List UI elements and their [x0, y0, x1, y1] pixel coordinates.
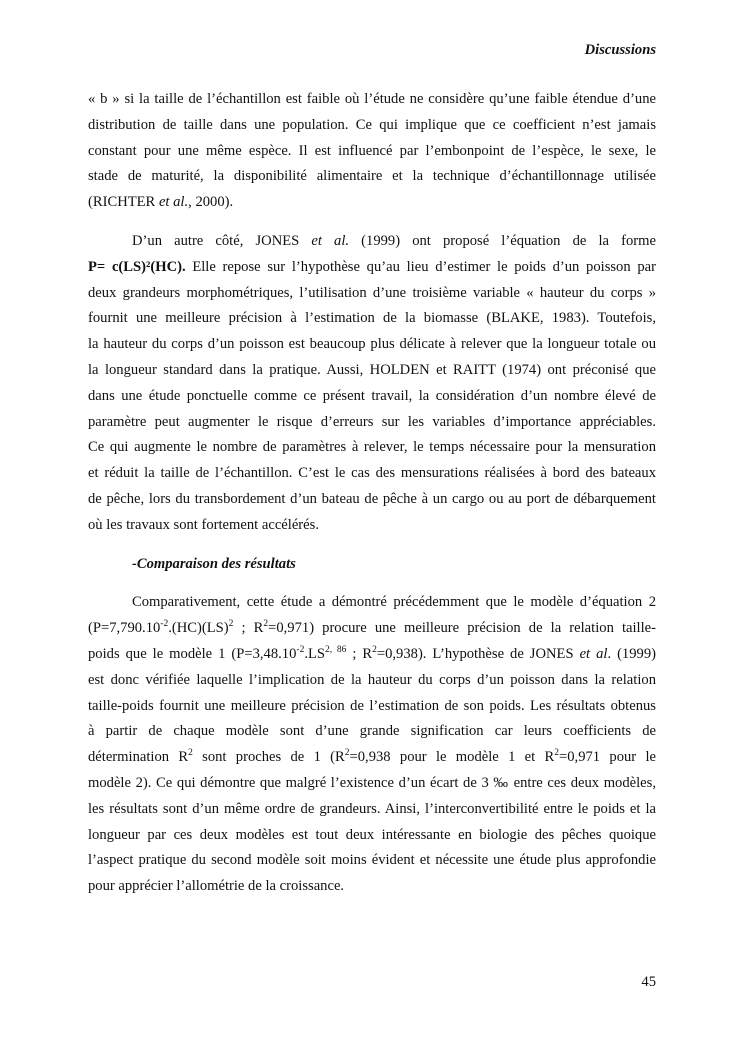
text-line: [88, 281, 656, 307]
bold-formula: P= c(LS)²(HC).: [88, 258, 186, 275]
text-run: et réduit la taille de l’échantillon. C’est le cas des mensurations réalisées à bord des bateaux: [88, 465, 656, 482]
text-run: l’aspect pratique du second modèle soit moins évident et nécessite une étude plus approfondie: [88, 852, 656, 869]
text-run: détermination R: [88, 749, 189, 766]
text-run: où les travaux sont fortement accélérés.: [88, 516, 319, 533]
text-run: Comparativement, cette étude a démontré précédemment que le modèle d’équation 2: [132, 594, 656, 611]
italic-text: et al.,: [158, 194, 192, 211]
text-run: constant pour une même espèce. Il est influencé par l’embonpoint de l’espèce, le sexe, le: [88, 142, 656, 159]
paragraph: [88, 590, 656, 900]
superscript: 2, 86: [325, 644, 347, 655]
italic-text: et al.: [311, 232, 350, 249]
text-run: deux grandeurs morphométriques, l’utilisation d’une troisième variable « hauteur du corps »: [88, 284, 656, 301]
text-line: [88, 358, 656, 384]
text-line: [88, 874, 656, 900]
text-line: [88, 513, 656, 539]
text-run: Ce qui augmente le nombre de paramètres à relever, le temps nécessaire pour la mensuration: [88, 439, 656, 456]
text-run: paramètre peut augmenter le risque d’erreurs sur les variables d’importance appréciables.: [88, 413, 656, 430]
text-run: (P=7,790.10: [88, 620, 161, 637]
text-run: sont proches de 1 (R: [192, 749, 345, 766]
text-line: [88, 229, 656, 255]
text-line: [88, 306, 656, 332]
superscript: 2: [372, 644, 377, 655]
superscript: 2: [228, 619, 234, 630]
text-line: [88, 332, 656, 358]
text-run: (1999) ont proposé l’équation de la forme: [349, 232, 656, 249]
text-line: [88, 719, 656, 745]
text-run: Elle repose sur l’hypothèse qu’au lieu d’estimer le poids d’un poisson par: [185, 258, 656, 275]
text-line: [88, 487, 656, 513]
text-line: [88, 848, 656, 874]
text-line: [88, 113, 656, 139]
text-line: [88, 771, 656, 797]
text-run: D’un autre côté, JONES: [132, 232, 312, 249]
text-run: . (1999): [607, 645, 656, 662]
text-run: les résultats sont d’un même ordre de grandeurs. Ainsi, l’interconvertibilité entre le poids et la: [88, 800, 656, 817]
text-run: longueur par ces deux modèles est tout deux intéressante en biologie des pêches quoique: [88, 826, 656, 843]
text-run: =0,938 pour le modèle 1 et R: [349, 749, 555, 766]
text-run: à partir de chaque modèle sont d’une grande signification car leurs coefficients de: [88, 723, 656, 740]
text-line: [88, 435, 656, 461]
text-run: =0,971) procure une meilleure précision de la relation taille-: [268, 620, 656, 637]
subsection-heading: -Comparaison des résultats: [132, 555, 296, 572]
text-line: [88, 745, 656, 771]
text-run: .LS: [304, 645, 326, 662]
section-header: Discussions: [584, 42, 656, 58]
superscript: 2: [188, 748, 193, 759]
superscript: 2: [344, 748, 350, 759]
text-run: poids que le modèle 1 (P=3,48.10: [88, 645, 297, 662]
text-run: « b » si la taille de l’échantillon est faible où l’étude ne considère qu’une faible étendue d’une: [88, 91, 656, 107]
text-line: [88, 668, 656, 694]
page-number: 45: [641, 974, 656, 990]
paragraph: [88, 229, 656, 539]
text-line: [88, 87, 656, 113]
text-line: [88, 461, 656, 487]
text-run: dans une étude ponctuelle comme ce présent travail, la considération d’un nombre élevé de: [88, 387, 656, 404]
text-run: 2000).: [191, 194, 234, 211]
text-line: [88, 797, 656, 823]
text-run: taille-poids fournit une meilleure précision de l’estimation de son poids. Les résultats obtenus: [88, 697, 656, 714]
text-line: [88, 190, 656, 216]
superscript: 2: [554, 748, 560, 759]
superscript: -2: [160, 619, 169, 630]
text-run: (RICHTER: [88, 194, 159, 211]
text-run: la hauteur du corps d’un poisson est beaucoup plus délicate à relever que la longueur totale ou: [88, 336, 656, 353]
text-run: est donc vérifiée laquelle l’implication de la hauteur du corps d’un poisson dans la relation: [88, 671, 656, 688]
text-run: distribution de taille dans une population. Ce qui implique que ce coefficient n’est jamais: [88, 116, 656, 133]
text-line: [88, 410, 656, 436]
text-run: .(HC)(LS): [168, 620, 229, 637]
text-run: stade de maturité, la disponibilité alimentaire et la technique d’échantillonnage utilisée: [88, 168, 656, 185]
text-run: ; R: [233, 620, 264, 637]
italic-text: et al: [579, 645, 608, 662]
text-run: fournit une meilleure précision à l’estimation de la biomasse (BLAKE, 1983). Toutefois,: [88, 310, 656, 327]
text-line: [88, 139, 656, 165]
superscript: 2: [263, 619, 269, 630]
text-run: de pêche, lors du transbordement d’un bateau de pêche à un cargo ou au port de débarquement: [88, 490, 656, 507]
text-line: [88, 642, 656, 668]
text-run: =0,971 pour le: [559, 749, 656, 766]
text-run: la longueur standard dans la pratique. Aussi, HOLDEN et RAITT (1974) ont préconisé que: [88, 361, 656, 378]
text-line: [88, 164, 656, 190]
paragraph: [88, 87, 656, 216]
text-line: [88, 590, 656, 616]
text-run: modèle 2). Ce qui démontre que malgré l’existence d’un écart de 3 ‰ entre ces deux modèles,: [88, 774, 656, 791]
text-line: [88, 823, 656, 849]
text-run: ; R: [346, 645, 373, 662]
text-line: [88, 694, 656, 720]
text-line: [88, 616, 656, 642]
text-line: [88, 384, 656, 410]
superscript: -2: [296, 644, 305, 655]
text-run: pour apprécier l’allométrie de la croissance.: [88, 878, 345, 895]
text-run: =0,938). L’hypothèse de JONES: [376, 645, 580, 662]
text-line: [88, 255, 656, 281]
body-text: [88, 87, 656, 913]
